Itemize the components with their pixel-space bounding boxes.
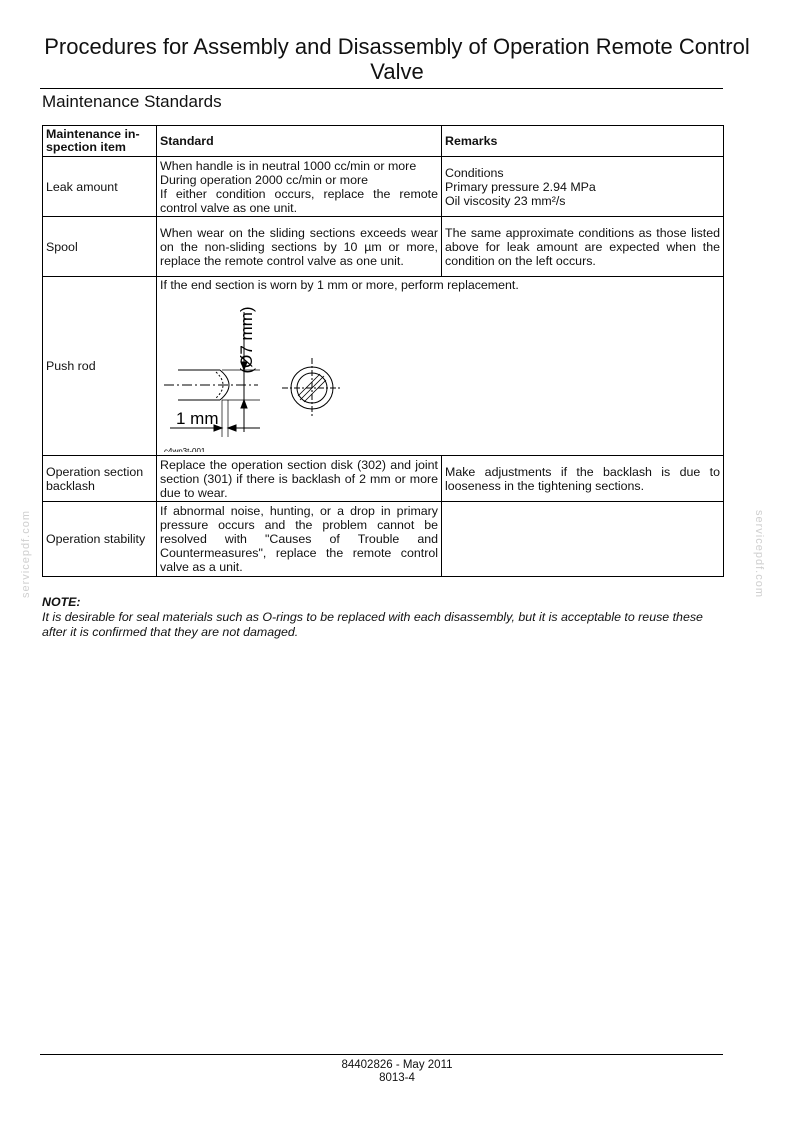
watermark-right: servicepdf.com <box>752 510 765 598</box>
footer-rule <box>40 1054 723 1055</box>
figure-id: c4wp3t-001 <box>164 447 206 452</box>
row-standard: When wear on the sliding sections exceeds wear on the non-sliding sections by 10 µm or more, replace the remote control valve as one unit. <box>157 217 442 277</box>
maintenance-standards-table <box>42 125 724 577</box>
footer-page-number: 8013-4 <box>379 1072 415 1084</box>
note-block <box>42 595 724 640</box>
section-subtitle: Maintenance Standards <box>42 92 222 111</box>
diameter-dimension-label: (Ø7 mm) <box>237 306 256 374</box>
standard-line: When handle is in neutral 1000 cc/min or more <box>160 158 417 173</box>
page-title: Procedures for Assembly and Disassembly of Operation Remote Control Valve <box>44 34 750 84</box>
row-standard: If abnormal noise, hunting, or a drop in primary pressure occurs and the problem cannot be resolved with "Causes of Trouble and Countermeasures", replace the remote control valve as a unit. <box>157 502 442 577</box>
row-standard-diagram <box>157 277 724 456</box>
row-item: Operation stability <box>43 502 157 577</box>
row-item: Leak amount <box>43 157 157 217</box>
standard-line: During operation 2000 cc/min or more <box>160 172 368 187</box>
table-header-row <box>43 126 724 157</box>
row-standard: Replace the operation section disk (302) and joint section (301) if there is backlash of 2 mm or more due to wear. <box>157 456 442 502</box>
row-standard <box>157 157 442 217</box>
footer-doc-ref: 84402826 - May 2011 <box>341 1059 453 1071</box>
row-standard: If the end section is worn by 1 mm or more, perform replacement. <box>160 278 519 292</box>
table-row <box>43 277 724 456</box>
note-text: It is desirable for seal materials such as O-rings to be replaced with each disassembly, but it is acceptable to reuse these after it is confirmed that they are not damaged. <box>42 610 703 639</box>
standard-line: If either condition occurs, replace the remote control valve as one unit. <box>160 186 438 215</box>
header-item: Maintenance in-spection item <box>43 126 157 157</box>
remarks-line: Oil viscosity 23 mm²/s <box>445 193 566 208</box>
row-item: Operation section backlash <box>43 456 157 502</box>
push-rod-diagram <box>160 292 560 452</box>
watermark-left: servicepdf.com <box>19 510 32 598</box>
wear-dimension-label: 1 mm <box>176 409 219 428</box>
row-item: Push rod <box>43 277 157 456</box>
note-label: NOTE: <box>42 595 81 609</box>
header-remarks: Remarks <box>442 126 724 157</box>
table-row <box>43 502 724 577</box>
table-row <box>43 217 724 277</box>
remarks-line: Conditions <box>445 165 504 180</box>
row-remarks <box>442 157 724 217</box>
table-row <box>43 456 724 502</box>
header-standard: Standard <box>157 126 442 157</box>
title-rule <box>40 88 723 89</box>
row-remarks: Make adjustments if the backlash is due to looseness in the tightening sections. <box>442 456 724 502</box>
row-item: Spool <box>43 217 157 277</box>
remarks-line: Primary pressure 2.94 MPa <box>445 179 596 194</box>
table-row <box>43 157 724 217</box>
row-remarks <box>442 502 724 577</box>
row-remarks: The same approximate conditions as those listed above for leak amount are expected when the condition on the left occurs. <box>442 217 724 277</box>
